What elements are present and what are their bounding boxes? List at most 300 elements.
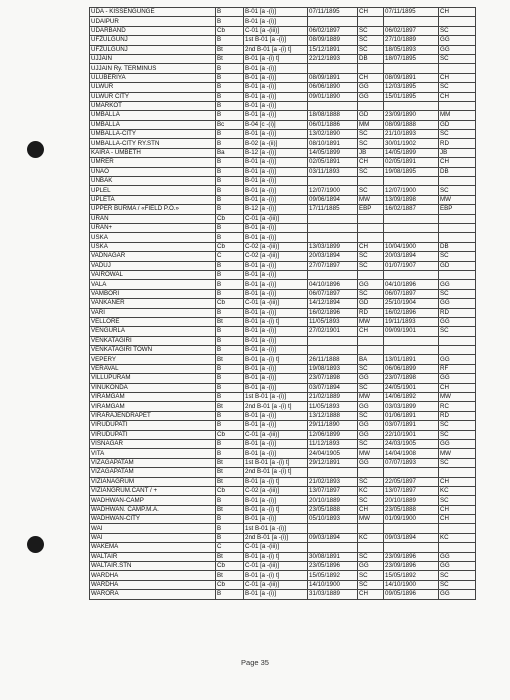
- latest-source: GD: [439, 261, 476, 270]
- earliest-date: 13/07/1897: [308, 486, 358, 495]
- type-code: B: [216, 167, 244, 176]
- type-code: B: [216, 280, 244, 289]
- cancel-type: B-01 [a -(i)]: [244, 17, 308, 26]
- latest-source: RD: [439, 308, 476, 317]
- type-code: B: [216, 130, 244, 139]
- earliest-date: 16/02/1896: [308, 308, 358, 317]
- latest-source: GD: [439, 120, 476, 129]
- earliest-source: GD: [358, 299, 384, 308]
- earliest-date: 09/06/1894: [308, 195, 358, 204]
- latest-source: CH: [439, 73, 476, 82]
- type-code: B: [216, 8, 244, 17]
- table-row: [90, 458, 476, 467]
- earliest-date: 09/03/1894: [308, 533, 358, 542]
- table-row: [90, 158, 476, 167]
- earliest-date: 06/06/1890: [308, 83, 358, 92]
- latest-source: SC: [439, 130, 476, 139]
- cancel-type: B-01 [a -(i)]: [244, 223, 308, 232]
- type-code: B: [216, 439, 244, 448]
- office-name: VINUKONDA: [90, 383, 216, 392]
- latest-source: SC: [439, 26, 476, 35]
- latest-date: 14/06/1892: [384, 393, 439, 402]
- earliest-date: 29/11/1890: [308, 421, 358, 430]
- earliest-source: [358, 270, 384, 279]
- type-code: Cb: [216, 299, 244, 308]
- type-code: Cb: [216, 430, 244, 439]
- cancel-type: B-01 [a -(i)]: [244, 308, 308, 317]
- table-row: [90, 289, 476, 298]
- office-name: WALTAIR: [90, 552, 216, 561]
- latest-source: [439, 177, 476, 186]
- earliest-source: CH: [358, 505, 384, 514]
- latest-source: SC: [439, 430, 476, 439]
- latest-date: 12/03/1895: [384, 83, 439, 92]
- table-row: [90, 402, 476, 411]
- table-row: [90, 477, 476, 486]
- table-row: [90, 580, 476, 589]
- latest-source: JB: [439, 148, 476, 157]
- cancel-type: B-01 [a -(i)]: [244, 73, 308, 82]
- type-code: B: [216, 73, 244, 82]
- earliest-source: MW: [358, 515, 384, 524]
- table-row: [90, 280, 476, 289]
- latest-date: 03/07/1891: [384, 421, 439, 430]
- latest-source: [439, 346, 476, 355]
- table-row: [90, 139, 476, 148]
- latest-date: [384, 524, 439, 533]
- table-row: [90, 374, 476, 383]
- latest-date: [384, 270, 439, 279]
- latest-date: 23/07/1898: [384, 374, 439, 383]
- office-name: VEPERY: [90, 355, 216, 364]
- cancel-type: C-02 [a -(iii)]: [244, 242, 308, 251]
- earliest-source: GG: [358, 421, 384, 430]
- earliest-date: 08/10/1891: [308, 139, 358, 148]
- office-name: WADHWAN. CAMP.M.A.: [90, 505, 216, 514]
- latest-date: 03/03/1899: [384, 402, 439, 411]
- type-code: Bt: [216, 477, 244, 486]
- latest-source: SC: [439, 421, 476, 430]
- earliest-date: 23/05/1888: [308, 505, 358, 514]
- cancel-type: B-01 [a -(i) t]: [244, 477, 308, 486]
- cancel-type: B-01 [a -(i)]: [244, 346, 308, 355]
- earliest-date: 13/12/1888: [308, 411, 358, 420]
- table-row: [90, 120, 476, 129]
- type-code: B: [216, 186, 244, 195]
- earliest-source: EBP: [358, 205, 384, 214]
- table-row: [90, 205, 476, 214]
- type-code: B: [216, 223, 244, 232]
- latest-source: RC: [439, 402, 476, 411]
- type-code: B: [216, 383, 244, 392]
- punch-hole: [27, 141, 44, 158]
- table-row: [90, 111, 476, 120]
- earliest-date: [308, 17, 358, 26]
- type-code: B: [216, 233, 244, 242]
- latest-date: 14/10/1900: [384, 580, 439, 589]
- latest-source: [439, 223, 476, 232]
- table-row: [90, 552, 476, 561]
- type-code: Cb: [216, 580, 244, 589]
- earliest-source: DB: [358, 54, 384, 63]
- latest-date: [384, 336, 439, 345]
- cancel-type: C-01 [a -(iii)]: [244, 580, 308, 589]
- type-code: Cb: [216, 26, 244, 35]
- type-code: B: [216, 421, 244, 430]
- earliest-date: 04/10/1896: [308, 280, 358, 289]
- latest-date: 14/05/1899: [384, 148, 439, 157]
- latest-source: [439, 101, 476, 110]
- cancel-type: B-01 [a -(i)]: [244, 289, 308, 298]
- cancel-type: 1st B-01 [a -(i) t]: [244, 458, 308, 467]
- latest-date: 06/06/1899: [384, 364, 439, 373]
- type-code: B: [216, 327, 244, 336]
- latest-source: SC: [439, 289, 476, 298]
- cancel-type: B-01 [a -(i)]: [244, 374, 308, 383]
- table-row: [90, 54, 476, 63]
- cancel-type: B-01 [a -(i)]: [244, 195, 308, 204]
- earliest-date: 29/12/1891: [308, 458, 358, 467]
- latest-date: [384, 64, 439, 73]
- earliest-source: GG: [358, 83, 384, 92]
- table-row: [90, 411, 476, 420]
- type-code: Cb: [216, 562, 244, 571]
- office-name: USKA: [90, 242, 216, 251]
- office-name: UMBALLA: [90, 111, 216, 120]
- latest-date: 04/10/1896: [384, 280, 439, 289]
- earliest-source: GG: [358, 374, 384, 383]
- earliest-date: [308, 336, 358, 345]
- cancel-type: B-12 [a -(i)]: [244, 148, 308, 157]
- latest-source: CH: [439, 158, 476, 167]
- latest-source: GG: [439, 439, 476, 448]
- table-row: [90, 449, 476, 458]
- cancel-type: B-01 [a -(i)]: [244, 186, 308, 195]
- office-name: VALA: [90, 280, 216, 289]
- type-code: B: [216, 289, 244, 298]
- table-row: [90, 214, 476, 223]
- office-name: URAN: [90, 214, 216, 223]
- table-row: [90, 336, 476, 345]
- office-name: UDAIPUR: [90, 17, 216, 26]
- cancel-type: B-01 [a -(i)]: [244, 515, 308, 524]
- type-code: B: [216, 36, 244, 45]
- latest-date: 09/03/1894: [384, 533, 439, 542]
- office-name: VIRAMGAM: [90, 402, 216, 411]
- latest-source: GG: [439, 299, 476, 308]
- earliest-source: [358, 233, 384, 242]
- latest-date: 22/10/1901: [384, 430, 439, 439]
- table-row: [90, 73, 476, 82]
- punch-hole: [27, 536, 44, 553]
- earliest-date: 02/05/1891: [308, 158, 358, 167]
- earliest-source: RD: [358, 308, 384, 317]
- cancel-type: B-01 [a -(i)]: [244, 496, 308, 505]
- table-row: [90, 496, 476, 505]
- earliest-source: [358, 223, 384, 232]
- latest-source: [439, 270, 476, 279]
- latest-date: 23/09/1890: [384, 111, 439, 120]
- earliest-source: SC: [358, 383, 384, 392]
- earliest-date: 12/06/1899: [308, 430, 358, 439]
- earliest-source: MW: [358, 449, 384, 458]
- type-code: B: [216, 195, 244, 204]
- type-code: B: [216, 261, 244, 270]
- office-name: VENGURLA: [90, 327, 216, 336]
- office-name: VIRUDUPATI: [90, 430, 216, 439]
- cancel-type: B-01 [a -(i) t]: [244, 54, 308, 63]
- type-code: B: [216, 139, 244, 148]
- cancel-type: B-01 [a -(i)]: [244, 439, 308, 448]
- earliest-source: SC: [358, 477, 384, 486]
- earliest-date: [308, 524, 358, 533]
- earliest-source: SC: [358, 167, 384, 176]
- post-office-register-table: [89, 7, 476, 600]
- table-row: [90, 543, 476, 552]
- cancel-type: B-01 [a -(i) t]: [244, 571, 308, 580]
- cancel-type: B-01 [a -(i) t]: [244, 317, 308, 326]
- office-name: VENKATAGIRI TOWN: [90, 346, 216, 355]
- latest-source: GG: [439, 355, 476, 364]
- latest-source: SC: [439, 54, 476, 63]
- type-code: Cb: [216, 486, 244, 495]
- earliest-source: SC: [358, 36, 384, 45]
- type-code: B: [216, 83, 244, 92]
- type-code: C: [216, 543, 244, 552]
- cancel-type: C-01 [a -(iii)]: [244, 214, 308, 223]
- office-name: VANKANER: [90, 299, 216, 308]
- latest-source: [439, 336, 476, 345]
- latest-source: GG: [439, 317, 476, 326]
- table-row: [90, 261, 476, 270]
- cancel-type: 1st B-01 [a -(i)]: [244, 524, 308, 533]
- earliest-date: 15/12/1891: [308, 45, 358, 54]
- cancel-type: C-01 [a -(iii)]: [244, 430, 308, 439]
- latest-date: 01/07/1907: [384, 261, 439, 270]
- cancel-type: 2nd B-01 [a -(i) t]: [244, 45, 308, 54]
- earliest-date: 03/07/1894: [308, 383, 358, 392]
- office-name: UPLETA: [90, 195, 216, 204]
- latest-date: 18/07/1895: [384, 54, 439, 63]
- earliest-source: SC: [358, 261, 384, 270]
- latest-date: 06/02/1897: [384, 26, 439, 35]
- latest-source: MW: [439, 393, 476, 402]
- office-name: WALTAIR.STN: [90, 562, 216, 571]
- earliest-date: 26/11/1888: [308, 355, 358, 364]
- office-name: VIRARAJENDRAPET: [90, 411, 216, 420]
- earliest-source: GG: [358, 458, 384, 467]
- table-row: [90, 571, 476, 580]
- type-code: Bt: [216, 54, 244, 63]
- cancel-type: B-01 [a -(i)]: [244, 92, 308, 101]
- table-row: [90, 430, 476, 439]
- type-code: B: [216, 205, 244, 214]
- type-code: Ba: [216, 148, 244, 157]
- earliest-date: 21/02/1893: [308, 477, 358, 486]
- earliest-date: 31/03/1889: [308, 590, 358, 599]
- earliest-date: 23/05/1896: [308, 562, 358, 571]
- table-row: [90, 177, 476, 186]
- earliest-source: [358, 17, 384, 26]
- latest-date: 30/01/1902: [384, 139, 439, 148]
- cancel-type: B-01 [a -(i)]: [244, 383, 308, 392]
- earliest-date: [308, 214, 358, 223]
- latest-source: [439, 468, 476, 477]
- page-number: Page 35: [241, 658, 269, 667]
- latest-source: CH: [439, 92, 476, 101]
- earliest-source: [358, 336, 384, 345]
- latest-date: 10/04/1900: [384, 242, 439, 251]
- table-row: [90, 393, 476, 402]
- office-name: ULUBERIYA: [90, 73, 216, 82]
- latest-source: SC: [439, 580, 476, 589]
- earliest-source: SC: [358, 552, 384, 561]
- latest-source: [439, 17, 476, 26]
- latest-source: GG: [439, 36, 476, 45]
- table-row: [90, 8, 476, 17]
- office-name: VIZIANGRUM.CANT / +: [90, 486, 216, 495]
- type-code: Bt: [216, 317, 244, 326]
- table-row: [90, 308, 476, 317]
- office-name: UDARBAND: [90, 26, 216, 35]
- latest-date: 08/09/1888: [384, 120, 439, 129]
- earliest-date: 14/10/1900: [308, 580, 358, 589]
- earliest-date: 05/10/1893: [308, 515, 358, 524]
- earliest-source: [358, 468, 384, 477]
- earliest-date: 17/11/1885: [308, 205, 358, 214]
- cancel-type: B-01 [a -(i) t]: [244, 355, 308, 364]
- earliest-source: [358, 101, 384, 110]
- latest-date: 22/05/1897: [384, 477, 439, 486]
- type-code: B: [216, 533, 244, 542]
- cancel-type: C-02 [a -(iii)]: [244, 252, 308, 261]
- office-name: UPPER BURMA / «FIELD P.O.»: [90, 205, 216, 214]
- office-name: WARDHA: [90, 580, 216, 589]
- latest-date: 23/05/1888: [384, 505, 439, 514]
- earliest-source: CH: [358, 73, 384, 82]
- earliest-source: SC: [358, 186, 384, 195]
- earliest-source: SC: [358, 252, 384, 261]
- earliest-source: CH: [358, 327, 384, 336]
- type-code: B: [216, 270, 244, 279]
- earliest-date: 14/05/1899: [308, 148, 358, 157]
- table-row: [90, 533, 476, 542]
- latest-date: 19/11/1893: [384, 317, 439, 326]
- latest-source: [439, 524, 476, 533]
- earliest-source: SC: [358, 571, 384, 580]
- table-row: [90, 439, 476, 448]
- type-code: Cb: [216, 242, 244, 251]
- cancel-type: B-12 [a -(i)]: [244, 205, 308, 214]
- earliest-date: 06/01/1886: [308, 120, 358, 129]
- latest-source: KC: [439, 486, 476, 495]
- earliest-source: CH: [358, 8, 384, 17]
- type-code: B: [216, 346, 244, 355]
- latest-date: 07/07/1893: [384, 458, 439, 467]
- latest-source: SC: [439, 571, 476, 580]
- earliest-source: [358, 524, 384, 533]
- cancel-type: 2nd B-01 [a -(i) t]: [244, 468, 308, 477]
- latest-date: [384, 17, 439, 26]
- table-row: [90, 270, 476, 279]
- earliest-source: [358, 543, 384, 552]
- office-name: UMRER: [90, 158, 216, 167]
- latest-date: 13/07/1897: [384, 486, 439, 495]
- latest-date: 01/06/1891: [384, 411, 439, 420]
- earliest-source: [358, 64, 384, 73]
- table-row: [90, 383, 476, 392]
- cancel-type: B-01 [a -(i)]: [244, 590, 308, 599]
- earliest-source: SC: [358, 439, 384, 448]
- office-name: VIRUDUPATI: [90, 421, 216, 430]
- earliest-source: GG: [358, 280, 384, 289]
- cancel-type: C-01 [a -(iii)]: [244, 299, 308, 308]
- table-row: [90, 327, 476, 336]
- earliest-date: 13/02/1890: [308, 130, 358, 139]
- latest-date: 06/07/1897: [384, 289, 439, 298]
- type-code: B: [216, 177, 244, 186]
- latest-source: [439, 64, 476, 73]
- cancel-type: B-01 [a -(i)]: [244, 336, 308, 345]
- earliest-date: [308, 543, 358, 552]
- earliest-date: 11/05/1893: [308, 402, 358, 411]
- earliest-date: 20/03/1894: [308, 252, 358, 261]
- office-name: VELLORE: [90, 317, 216, 326]
- latest-source: SC: [439, 327, 476, 336]
- latest-date: 23/09/1896: [384, 562, 439, 571]
- table-row: [90, 148, 476, 157]
- earliest-date: [308, 346, 358, 355]
- earliest-source: SC: [358, 45, 384, 54]
- latest-date: [384, 346, 439, 355]
- type-code: B: [216, 515, 244, 524]
- type-code: Bc: [216, 120, 244, 129]
- office-name: VIZAGAPATAM: [90, 468, 216, 477]
- cancel-type: B-01 [a -(i)]: [244, 158, 308, 167]
- latest-source: CH: [439, 477, 476, 486]
- cancel-type: B-02 [a -(ii)]: [244, 139, 308, 148]
- earliest-source: MM: [358, 120, 384, 129]
- latest-source: GG: [439, 590, 476, 599]
- earliest-source: SC: [358, 130, 384, 139]
- type-code: B: [216, 308, 244, 317]
- table-row: [90, 195, 476, 204]
- office-name: VADUJ: [90, 261, 216, 270]
- earliest-source: SC: [358, 411, 384, 420]
- type-code: B: [216, 17, 244, 26]
- earliest-source: GG: [358, 430, 384, 439]
- cancel-type: B-01 [a -(i) t]: [244, 505, 308, 514]
- cancel-type: C-01 [a -(iii)]: [244, 543, 308, 552]
- type-code: B: [216, 496, 244, 505]
- table-row: [90, 299, 476, 308]
- cancel-type: B-01 [a -(i)]: [244, 449, 308, 458]
- office-name: UJJAIN Ry. TERMINUS: [90, 64, 216, 73]
- earliest-source: SC: [358, 139, 384, 148]
- office-name: VIZAGAPATAM: [90, 458, 216, 467]
- cancel-type: 2nd B-01 [a -(i)]: [244, 533, 308, 542]
- latest-date: 13/01/1891: [384, 355, 439, 364]
- earliest-date: 08/09/1889: [308, 36, 358, 45]
- type-code: Bt: [216, 458, 244, 467]
- table-row: [90, 130, 476, 139]
- cancel-type: B-01 [a -(i)]: [244, 83, 308, 92]
- earliest-date: 12/07/1900: [308, 186, 358, 195]
- earliest-source: [358, 346, 384, 355]
- cancel-type: B-01 [a -(i)]: [244, 364, 308, 373]
- earliest-source: BA: [358, 355, 384, 364]
- earliest-source: CH: [358, 242, 384, 251]
